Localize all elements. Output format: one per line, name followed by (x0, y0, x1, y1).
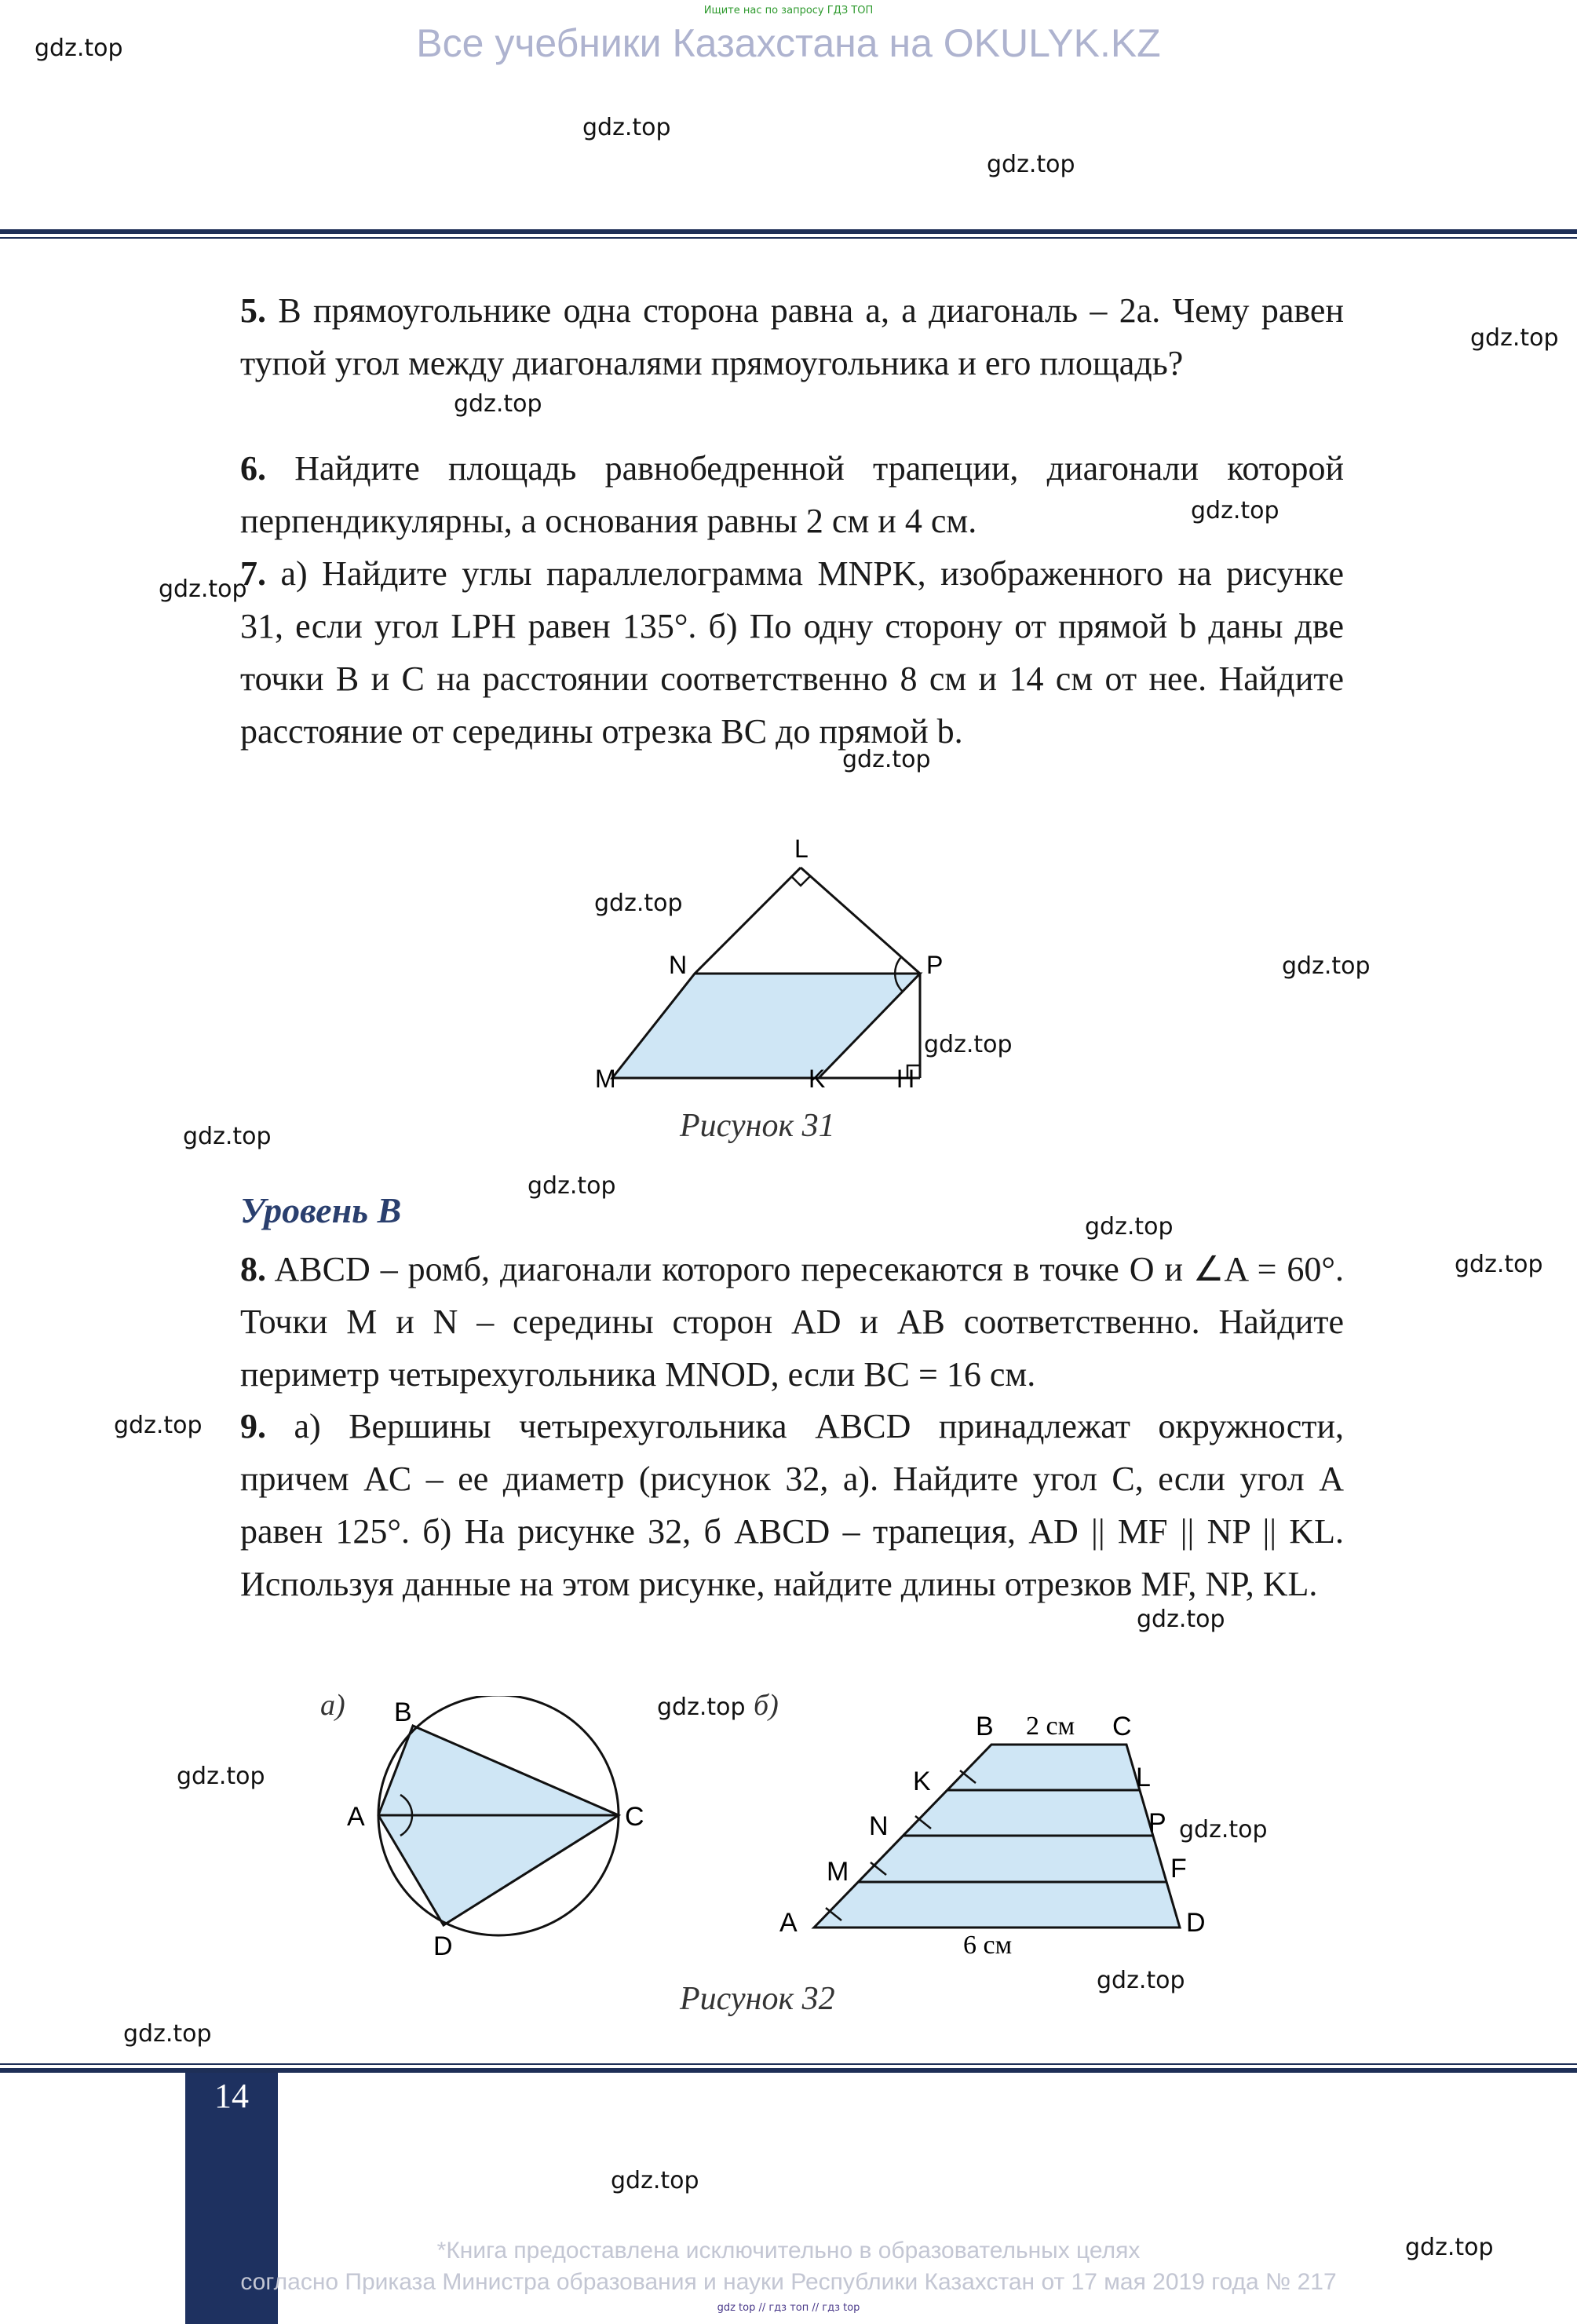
watermark: gdz.top (1405, 2234, 1494, 2261)
problem-number: 6. (240, 449, 266, 488)
problem-number: 7. (240, 554, 266, 593)
bottom-base-length: 6 см (963, 1931, 1013, 1959)
site-title: Все учебники Казахстана на OKULYK.KZ (416, 21, 1161, 65)
watermark: gdz.top (123, 2020, 212, 2048)
watermark: gdz.top (1097, 1967, 1185, 1994)
top-note: Ищите нас по запросу ГДЗ ТОП (703, 5, 874, 16)
watermark: gdz.top (1282, 952, 1371, 980)
label-b: B (394, 1697, 412, 1727)
segment-lp (801, 868, 920, 974)
label-c: C (625, 1802, 644, 1832)
segment-ln (695, 868, 801, 974)
problem-7 (240, 547, 1344, 758)
label-l: L (794, 835, 809, 863)
right-angle-l (791, 876, 810, 886)
label-k: K (809, 1065, 826, 1093)
label-d: D (1186, 1908, 1206, 1938)
figure-32b-label: б) (754, 1689, 779, 1722)
problem-text: а) Вершины четырехугольника ABCD принадлежат окружности, причем AC – ее диаметр (рисунок 32, а). Найдите угол C, если угол A равен 125°. б) На рисунке 32, б ABCD – трапеция, AD || MF || NP || KL. Используя данные на этом рисунке, найдите длины отрезков MF, NP, KL. (240, 1407, 1345, 1603)
figure-31-caption: Рисунок 31 (680, 1108, 835, 1144)
footer-watermark: gdz top // гдз топ // гдз top (717, 2302, 860, 2314)
watermark: gdz.top (1470, 324, 1559, 352)
watermark: gdz.top (842, 746, 931, 773)
watermark: gdz.top (114, 1412, 203, 1439)
header-rule (0, 229, 1577, 234)
label-n: N (669, 951, 688, 979)
problem-text: В прямоугольнике одна сторона равна a, а диагональ – 2a. Чему равен тупой угол между диагоналями прямоугольника и его площадь? (240, 291, 1345, 382)
watermark: gdz.top (924, 1031, 1013, 1058)
label-a: A (779, 1908, 798, 1938)
problem-number: 8. (240, 1250, 266, 1288)
label-a: A (347, 1802, 365, 1832)
label-k: K (913, 1767, 931, 1796)
label-l: L (1136, 1763, 1151, 1792)
problem-5 (240, 284, 1344, 389)
top-base-length: 2 см (1026, 1712, 1075, 1741)
watermark: gdz.top (987, 151, 1075, 178)
label-h: H (896, 1065, 915, 1093)
problem-6 (240, 442, 1344, 547)
quadrilateral-abcd (378, 1726, 619, 1925)
figure-32a (338, 1696, 667, 1963)
watermark: gdz.top (594, 890, 683, 917)
watermark: gdz.top (183, 1123, 272, 1150)
label-m: M (827, 1857, 849, 1887)
watermark: gdz.top (177, 1763, 265, 1790)
problem-number: 5. (240, 291, 266, 330)
watermark: gdz.top (159, 576, 247, 603)
label-p: P (1148, 1808, 1166, 1838)
watermark: gdz.top (582, 114, 671, 141)
watermark: gdz.top (527, 1172, 616, 1200)
figure-32a-label: а) (320, 1689, 345, 1722)
header-rule-thin (0, 237, 1577, 239)
watermark: gdz.top (1137, 1606, 1225, 1633)
watermark: gdz.top (454, 390, 542, 418)
label-p: P (926, 951, 944, 979)
footer-rule-thin (0, 2063, 1577, 2065)
label-c: C (1112, 1712, 1132, 1741)
problem-number: 9. (240, 1407, 266, 1445)
level-heading: Уровень В (240, 1190, 402, 1230)
watermark: gdz.top (611, 2167, 699, 2194)
footer-note: *Книга предоставлена исключительно в образовательных целях (436, 2238, 1141, 2264)
watermark: gdz.top (1179, 1816, 1268, 1843)
problem-8 (240, 1243, 1344, 1401)
label-m: M (595, 1065, 616, 1093)
parallelogram-mnpk (612, 974, 920, 1078)
figure-31 (581, 824, 958, 1099)
figure-32b (773, 1700, 1228, 1959)
label-d: D (433, 1931, 453, 1961)
figure-32-caption: Рисунок 32 (680, 1981, 835, 2017)
label-n: N (869, 1811, 889, 1841)
problem-text: Найдите площадь равнобедренной трапеции, диагонали которой перпендикулярны, а основания равны 2 см и 4 см. (240, 449, 1344, 540)
watermark: gdz.top (1455, 1251, 1543, 1278)
problem-text: а) Найдите углы параллелограмма MNPK, изображенного на рисунке 31, если угол LPH равен 135°. б) По одну сторону от прямой b даны две точки B и C на расстоянии соответственно 8 см и 14 см от нее. Найдите расстояние от середины отрезка BC до прямой b. (240, 554, 1344, 751)
watermark: gdz.top (1085, 1213, 1174, 1241)
problem-text: ABCD – ромб, диагонали которого пересекаются в точке O и ∠A = 60°. Точки M и N – середины сторон AD и AB соответственно. Найдите периметр четырехугольника MNOD, если BC = 16 см. (240, 1250, 1345, 1394)
label-f: F (1170, 1854, 1187, 1884)
label-b: B (976, 1712, 994, 1741)
problem-9 (240, 1400, 1344, 1610)
watermark: gdz.top (1191, 497, 1279, 524)
watermark: gdz.top (35, 35, 123, 62)
page-number: 14 (214, 2077, 249, 2115)
watermark: gdz.top (657, 1694, 746, 1721)
footer-note: согласно Приказа Министра образования и науки Республики Казахстан от 17 мая 2019 года № 217 (240, 2269, 1337, 2295)
